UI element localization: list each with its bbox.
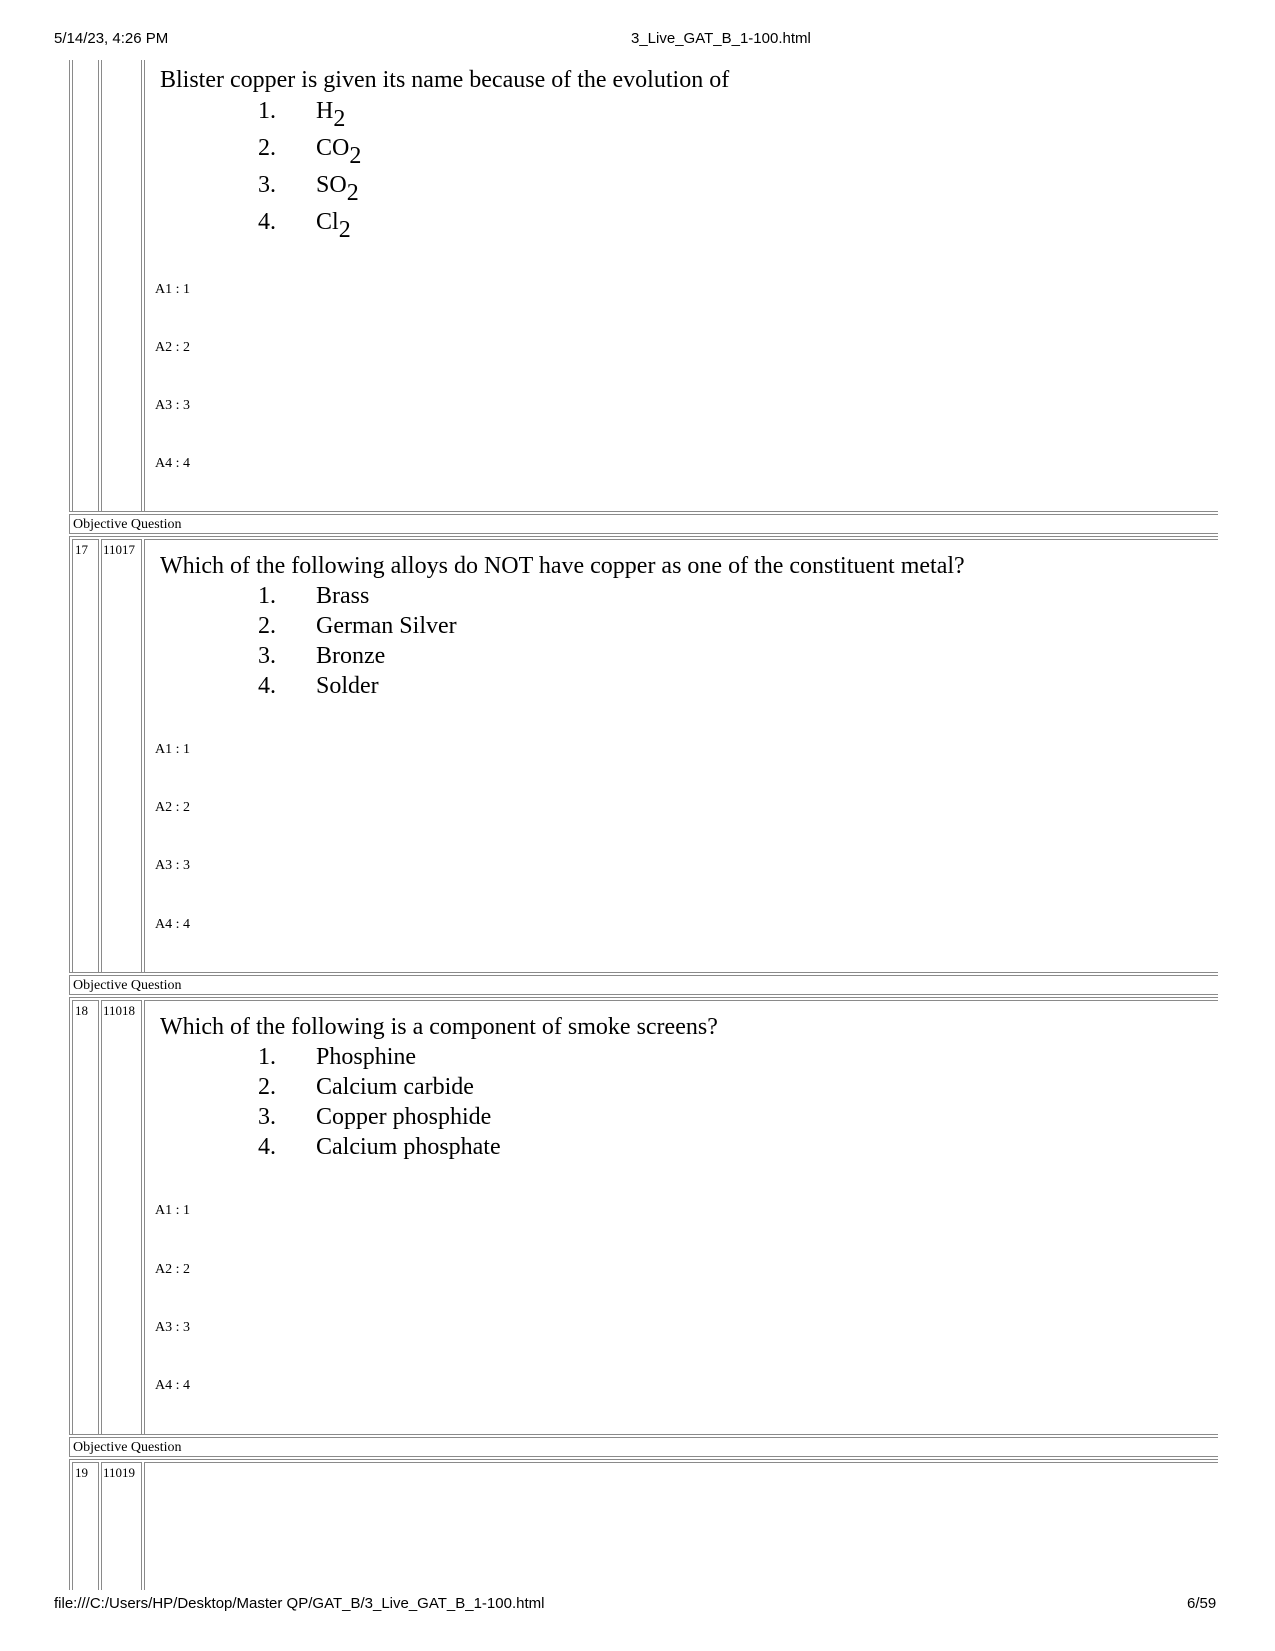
question-type-label: Objective Question [73,1440,182,1455]
option-item [0,1103,600,1133]
option-item [0,612,600,642]
answer-option: A2 : 2 [155,1262,190,1277]
option-number: 4. [258,673,276,699]
answer-option: A1 : 1 [155,742,190,757]
option-item [0,642,600,672]
page-number: 6/59 [1187,1595,1217,1612]
option-item [0,171,600,206]
question-type-label: Objective Question [73,517,182,532]
answer-option: A2 : 2 [155,800,190,815]
question-id: 11019 [103,1465,136,1480]
question-serial: 17 [75,542,88,557]
print-doc-title: 3_Live_GAT_B_1-100.html [631,30,811,47]
option-text: Copper phosphide [316,1104,492,1130]
option-number: 4. [258,209,276,235]
question-serial: 18 [75,1003,88,1018]
option-formula: $SO_2$ [316,172,359,206]
answer-option: A2 : 2 [155,340,190,355]
option-text: Calcium phosphate [316,1134,501,1160]
option-item [0,97,600,132]
option-text: Bronze [316,643,386,669]
question-text: Blister copper is given its name because of the evolution of [160,67,730,93]
question-text: Which of the following is a component of smoke screens? [160,1014,718,1040]
option-number: 1. [258,1044,276,1070]
option-text: German Silver [316,613,457,639]
option-item [0,1073,600,1103]
option-number: 2. [258,135,276,161]
option-text: Calcium carbide [316,1074,474,1100]
option-item [0,1133,600,1163]
option-number: 1. [258,583,276,609]
option-number: 2. [258,613,276,639]
answer-option: A4 : 4 [155,917,190,932]
answer-option: A1 : 1 [155,282,190,297]
answer-option: A4 : 4 [155,1378,190,1393]
answer-option: A1 : 1 [155,1203,190,1218]
option-formula: $Cl_2$ [316,209,351,243]
option-number: 4. [258,1134,276,1160]
option-text: Brass [316,583,370,609]
question-serial: 19 [75,1465,88,1480]
print-datetime: 5/14/23, 4:26 PM [54,30,169,47]
question-id: 11017 [103,542,136,557]
answer-option: A4 : 4 [155,456,190,471]
print-file-path: file:///C:/Users/HP/Desktop/Master QP/GAT_B/3_Live_GAT_B_1-100.html [54,1595,545,1612]
option-formula: $H_2$ [316,98,346,132]
option-number: 3. [258,172,276,198]
option-formula: $CO_2$ [316,135,362,169]
option-number: 3. [258,643,276,669]
answer-option: A3 : 3 [155,398,190,413]
option-number: 2. [258,1074,276,1100]
question-type-label: Objective Question [73,978,182,993]
option-item [0,134,600,169]
answer-option: A3 : 3 [155,1320,190,1335]
question-id: 11018 [103,1003,136,1018]
option-text: Phosphine [316,1044,417,1070]
option-number: 1. [258,98,276,124]
option-item [0,582,600,612]
option-item [0,672,600,702]
answer-option: A3 : 3 [155,858,190,873]
option-item [0,1043,600,1073]
option-item [0,208,600,243]
question-text: Which of the following alloys do NOT have copper as one of the constituent metal? [160,553,965,579]
option-text: Solder [316,673,379,699]
option-number: 3. [258,1104,276,1130]
